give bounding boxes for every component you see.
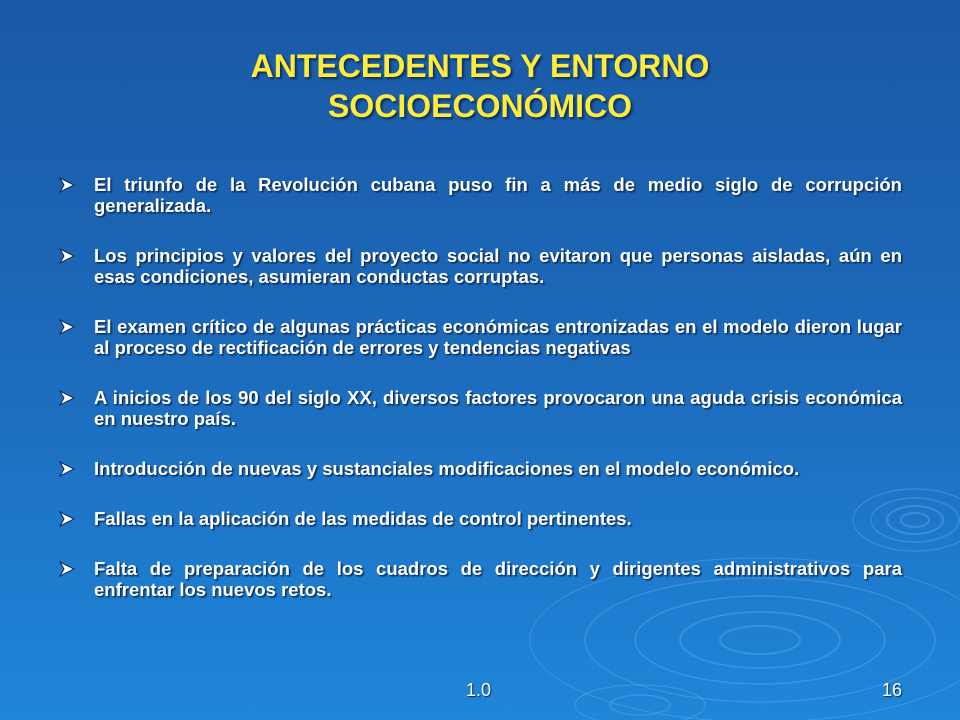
bullet-item <box>56 558 902 600</box>
bullet-item <box>56 387 902 429</box>
bullet-item <box>56 458 902 479</box>
bullet-list <box>56 174 902 629</box>
page-title <box>0 46 960 126</box>
arrowhead-bullet-icon <box>58 176 76 194</box>
bullet-item <box>56 245 902 287</box>
bullet-item <box>56 508 902 529</box>
bullet-text: El examen crítico de algunas prácticas económicas entronizadas en el modelo dieron lugar al proceso de rectificación de errores y tendencias negativas <box>94 316 902 358</box>
page-number: 16 <box>882 680 903 700</box>
bullet-text: El triunfo de la Revolución cubana puso fin a más de medio siglo de corrupción generalizada. <box>94 174 902 216</box>
arrowhead-bullet-icon <box>58 247 76 265</box>
title-line-2: SOCIOECONÓMICO <box>327 88 632 124</box>
bullet-item <box>56 316 902 358</box>
bullet-text: Los principios y valores del proyecto social no evitaron que personas aisladas, aún en esas condiciones, asumieran conductas corruptas. <box>94 245 902 287</box>
bullet-item <box>56 174 902 216</box>
arrowhead-bullet-icon <box>58 460 76 478</box>
footer-version: 1.0 <box>466 680 492 700</box>
arrowhead-bullet-icon <box>58 510 76 528</box>
bullet-text: A inicios de los 90 del siglo XX, diversos factores provocaron una aguda crisis económica en nuestro país. <box>94 387 902 429</box>
arrowhead-bullet-icon <box>58 389 76 407</box>
bullet-text: Fallas en la aplicación de las medidas de control pertinentes. <box>94 508 632 529</box>
bullet-text: Introducción de nuevas y sustanciales modificaciones en el modelo económico. <box>94 458 800 479</box>
arrowhead-bullet-icon <box>58 318 76 336</box>
title-line-1: ANTECEDENTES Y ENTORNO <box>250 48 710 84</box>
bullet-text: Falta de preparación de los cuadros de dirección y dirigentes administrativos para enfrentar los nuevos retos. <box>94 558 902 600</box>
arrowhead-bullet-icon <box>58 560 76 578</box>
